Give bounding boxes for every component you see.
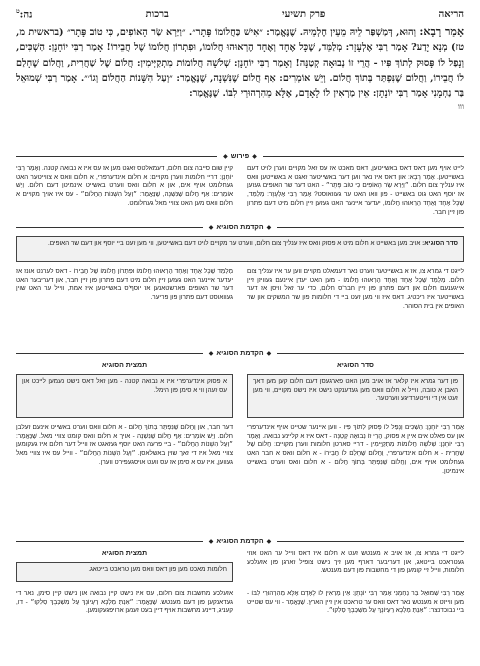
seder2-right-column: אָמַר רַבִּי יוֹחָנָן: הַשְׁכִּים וְנָפַל לוֹ פָּסוּק לְתוֹךְ פִּיו - ווען איינער שטייט אויף אינדערפרי און עס פאלט אים איין א פסוק, הֲרֵי זוֹ נְבוּאָה קְטַנָּה - דאס איז א קליינע נבואה. וְאָמַר רַבִּי יוֹחָנָן: שְׁלֹשָׁה חֲלוֹמוֹת מִתְקַיְּימִין - דריי סארטן חלומות ווערן מקויים: חֲלוֹם שֶׁל שַׁחֲרִית - א חלום אינדערפרי, וַחֲלוֹם שֶׁחָלַם לוֹ חֲבֵירוֹ - א חלום וואס א חבר האט געחלומט אויף אים, וַחֲלוֹם שֶׁנִּפְתַּר בְּתוֹךְ חֲלוֹם - א חלום וואס ווערט באשייט אינמיטן.	[247, 424, 464, 475]
ornament-icon: ◆	[208, 350, 214, 357]
hakdamat-label: ◆ הקדמת הסוגיא ◆	[208, 349, 272, 357]
seder-box-1-title: סדר הסוגיא:	[422, 240, 458, 247]
seder3-left-column: אזעלכע מחשבות צום חלום, עס איז נישט קיין נבואה און נישט קיין סימן, נאר די געדאנקען פון דעם מענטש. שֶׁנֶּאֱמַר: ״אַנְתְּ מַלְכָּא רַעְיוֹנָךְ עַל מִשְׁכְּבָךְ סְלִקוּ״ - דו, קעניג, דיינע מחשבות אויף דיין בעט זענען ארויפגעקומען.	[16, 590, 233, 615]
perush-label: ◆ פירוש ◆	[223, 152, 257, 160]
main-text-lead: אָמַר רָבָא:	[419, 25, 464, 38]
divider-line	[16, 353, 203, 354]
ornament-icon: ◆	[252, 153, 257, 160]
main-text-body: וְהוּא, דְּמַשְׁפַּר לֵיהּ מֵעֵין חֶלְמֵיהּ. שֶׁנֶּאֱמַר: ״אִישׁ כַּחֲלוֹמוֹ פָּתָר״. ״וַיַּרְא שַׂר הָאוֹפִים, כִּי טוֹב פָּתָר״ (בראשית מ, טז) מְנָא יָדַע? אָמַר רַבִּי אֶלְעָזָר: מְלַמֵּד, שֶׁכָּל אֶחָד וְאֶחָד הֶרְאוּהוּ חֲלוֹמוֹ, וּפִתְרוֹן חֲלוֹמוֹ שֶׁל חֲבֵירוֹ! אָמַר רַבִּי יוֹחָנָן: הַשְׁכִּים, וְנָפַל לוֹ פָּסוּק לְתוֹךְ פִּיו - הֲרֵי זוֹ נְבוּאָה קְטַנָּה! וְאָמַר רַבִּי יוֹחָנָן: שְׁלֹשָׁה חֲלוֹמוֹת מִתְקַיְּימִין: חֲלוֹם שֶׁל שַׁחֲרִית, וַחֲלוֹם שֶׁחָלַם לוֹ חֲבֵירוֹ, וַחֲלוֹם שֶׁנִּפְתַּר בְּתוֹךְ חֲלוֹם. וְיֵשׁ אוֹמְרִים: אַף חֲלוֹם שֶׁנִּשְׁנָה, שֶׁנֶּאֱמַר: ״וְעַל הִשָּׁנוֹת הַחֲלוֹם וְגוֹ׳״. אָמַר רַבִּי שְׁמוּאֵל בַּר נַחְמָנִי אָמַר רַבִּי יוֹנָתָן: אֵין מַרְאִין לוֹ לָאָדָם, אֶלָּא מֵהִרְהוּרֵי לִבּוֹ. שֶׁנֶּאֱמַר:	[16, 27, 464, 100]
hakdamat-label: ◆ הקדמת הסוגיא ◆	[208, 223, 272, 231]
ornament-icon: ◆	[208, 224, 214, 231]
main-text	[16, 24, 464, 144]
tamtzit-head-3: תמצית הסוגיא	[101, 550, 148, 557]
ornament-icon: ◆	[223, 153, 228, 160]
ornament-icon: ◆	[266, 350, 272, 357]
tamtzit-box-2: א פסוק אינדערפרי איז א נבואה קטנה - מען זאל דאס נישט נעמען לייכט און עס זעהן ווי א סימן פון הימל.	[16, 374, 233, 418]
divider-line	[277, 541, 464, 542]
hakdamat-divider-2	[16, 347, 464, 359]
seder3-right-note: לייגט די גמרא צו, אז אויב א מענטש זעט א חלום איז דאס ווייל ער האט אזוי געטראכט בייטאג, און דעריבער דארף מען זיך נישט צופיל זארגן פון אזעלכע חלומות, ווייל זיי קומען פון די מחשבות פון דעם מענטש.	[247, 550, 464, 575]
tamtzit-box-3: חלומות מאכט מען פון דאס וואס מען טראכט בייטאג.	[16, 562, 233, 582]
page-header	[16, 6, 464, 20]
tamtzit-head-2: תמצית הסוגיא	[101, 362, 148, 369]
ornament-icon: ◆	[266, 224, 272, 231]
seder2-left-column: דער חבר, און וַחֲלוֹם שֶׁנִּפְתַּר בְּתוֹךְ חֲלוֹם - א חלום וואס ווערט באשייט אינעם זעלבן חלום. וְיֵשׁ אוֹמְרִים: אַף חֲלוֹם שֶׁנִּשְׁנָה - אויך א חלום וואס קומט צוויי מאל. שֶׁנֶּאֱמַר: ״וְעַל הִשָּׁנוֹת הַחֲלוֹם״ - ביי פרעה האט יוסף געזאגט אז ווייל דער חלום איז געקומען צוויי מאל איז די זאך שוין באשלאסן. ״וְעַל הִשָּׁנוֹת הַחֲלוֹם״ - ווייל עס איז צוויי מאל געווען, איז עס א סימן אז עס וועט אויסגעפירט ווערן.	[16, 424, 233, 466]
seder1-right-column: לייגט די גמרא צו, אז א באשייטער ווערט נאר דעמאלט מקויים ווען ער איז ענליך צום חלום. מְלַמֵּד שֶׁכָּל אֶחָד וְאֶחָד הֶרְאוּהוּ חֲלוֹמוֹ - מען האט יעדן איינעם געוויזן זיין אייגענעם חלום און דעם פתרון פון זיין חבר'ס חלום, כדי ער זאל וויסן אז דער באשייטער איז ריכטיג. דאס איז ווי מען זעט ביי די חלומות פון שר המשקים און שר האופים אין בית הסוהר.	[247, 268, 464, 310]
header-folio: נה:$^ט$	[16, 7, 33, 20]
header-folio-sup: ט	[16, 7, 20, 15]
divider-line	[16, 156, 217, 157]
divider-line	[263, 156, 464, 157]
perush-left-column: קיין שום סייבה צום חלום, דעמאלטס זאגט מען אז עס איז א נבואה קטנה. וְאָמַר רַבִּי יוֹחָנָן: דריי חלומות ווערן מקויים: א חלום אינדערפרי, א חלום וואס א צווייטער האט געחלומט אויף אים, און א חלום וואס ווערט באשייט אינמיטן דעם חלום. וְיֵשׁ אוֹמְרִים: אַף חֲלוֹם שֶׁנִּשְׁנָה, שֶׁנֶּאֱמַר: ״וְעַל הִשָּׁנוֹת הַחֲלוֹם״ - עס איז אויך מקויים א חלום וואס מען האט צוויי מאל געחלומט.	[16, 165, 233, 207]
hakdamat-label: ◆ הקדמת הסוגיא ◆	[208, 537, 272, 545]
seder-box-2: פון דער גמרא איז קלאר אז אויב מען האט פארגעסן דעם חלום קען מען דאך האבן א טובה, ווייל א חלום וואס מען געדענקט נישט איז נישט מקויים, ווי מען זעט אין די ווייטערדיגע ווערטער.	[247, 374, 464, 418]
seder-box-1	[16, 236, 464, 262]
header-chapter: פרק תשיעי	[282, 9, 326, 20]
hakdamat-divider-1	[16, 221, 464, 233]
header-section: הריאה	[438, 9, 464, 20]
main-text-continuation: ווו	[457, 101, 464, 112]
divider-line	[277, 227, 464, 228]
ornament-icon: ◆	[266, 538, 272, 545]
seder1-left-column: מְלַמֵּד שֶׁכָּל אֶחָד וְאֶחָד הֶרְאוּהוּ חֲלוֹמוֹ וּפִתְרוֹן חֲלוֹמוֹ שֶׁל חֲבֵירוֹ - דאס לערנט אונז אז יעדער איינער האט געזען זיין חלום מיט דעם פתרון פון זיין חבר, און דעריבער האט דער שר האופים פארשטאנען אז יוסף'ס באשייטען איז אמת, ווייל ער האט שוין געוואוסט דעם פתרון פון פריער.	[16, 268, 233, 302]
ornament-icon: ◆	[208, 538, 214, 545]
seder-head-2: סדר הסוגיא	[337, 362, 374, 369]
seder3-right-column: אָמַר רַבִּי שְׁמוּאֵל בַּר נַחְמָנִי אָמַר רַבִּי יוֹנָתָן: אֵין מַרְאִין לוֹ לָאָדָם אֶלָּא מֵהִרְהוּרֵי לִבּוֹ - מען ווייזט א מענטש נאר דאס וואס ער טראכט אין זיין הארץ. שֶׁנֶּאֱמַר - ווי עס שטייט ביי נבוכדנצר: ״אַנְתְּ מַלְכָּא רַעְיוֹנָךְ עַל מִשְׁכְּבָךְ סְלִקוּ״.	[247, 590, 464, 615]
divider-line	[277, 353, 464, 354]
perush-right-column: לייט אויף מען דאס דאס באשייטען, דאס מאכט אז עס זאל מקויים ווערן לויט דעם באשייטען. אָמַר רָבָא: און דאס איז נאר ווען דער באשייטער זאגט א באשייטען וואס איז ענליך צום חלום. ״וַיַּרְא שַׂר הָאוֹפִים כִּי טוֹב פָּתָר״ - האט דער שר האופים געזען אז יוסף האט גוט באשייט - פון וואו האט ער געוואוסט? אָמַר רַבִּי אֶלְעָזָר: מְלַמֵּד, שֶׁכָּל אֶחָד וְאֶחָד הֶרְאוּהוּ חֲלוֹמוֹ, יעדער איינער האט געזען זיין חלום מיט דעם פתרון פון זיין חבר.	[247, 165, 464, 216]
header-tractate: ברכות	[145, 9, 169, 20]
perush-divider	[16, 150, 464, 162]
seder-box-1-text: אויב מען באשייט א חלום מיט א פסוק וואס איז ענליך צום חלום, ווערט ער מקויים לויט דעם באשייטען, ווי מען זעט ביי יוסף און דעם שר האופים.	[47, 240, 421, 247]
divider-line	[16, 541, 203, 542]
divider-line	[16, 227, 203, 228]
hakdamat-divider-3	[16, 535, 464, 547]
